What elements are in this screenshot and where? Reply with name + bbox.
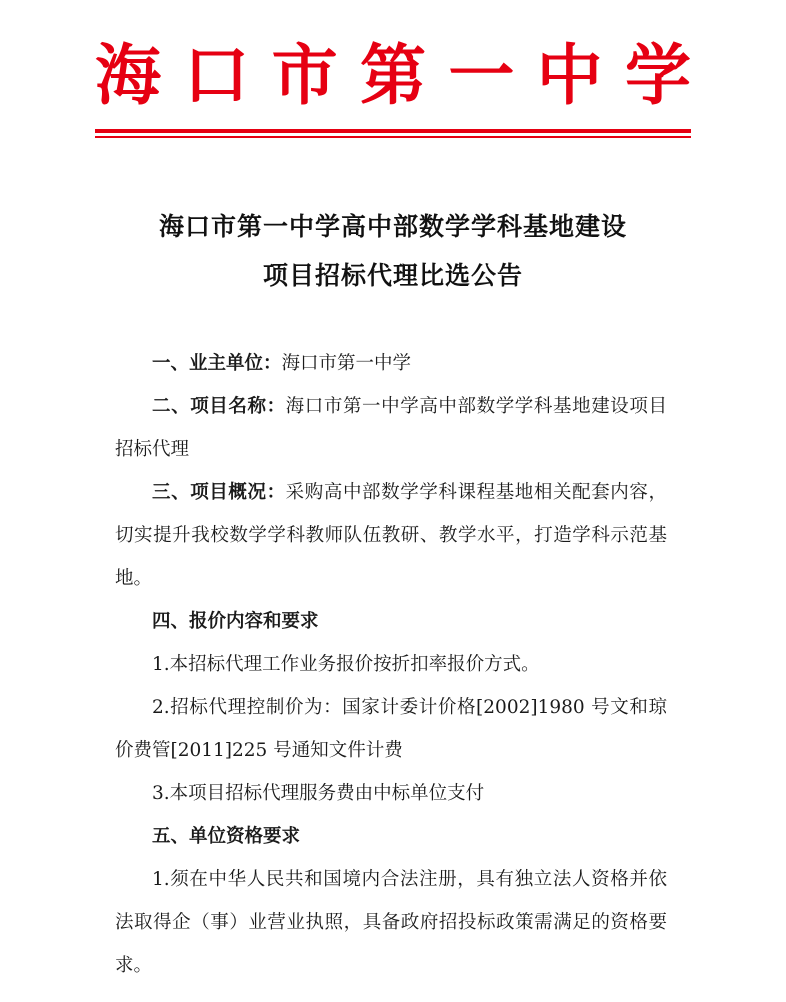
school-masthead	[95, 30, 691, 120]
document-body	[115, 342, 667, 987]
red-divider-thick	[95, 129, 691, 133]
list-item: 1.本招标代理工作业务报价按折扣率报价方式。	[152, 654, 540, 675]
section-heading-qualification: 五、单位资格要求	[152, 826, 301, 847]
section-value: 海口市第一中学高中部数学学科基地建设项目招标代理	[115, 396, 667, 460]
masthead-char: 海	[95, 36, 161, 114]
masthead-char: 市	[271, 36, 338, 114]
list-item: 1.须在中华人民共和国境内合法注册，具有独立法人资格并依法取得企（事）业营业执照，具备政府招投标政策需满足的资格要求。	[115, 869, 667, 976]
masthead-char: 中	[536, 36, 603, 114]
masthead-char: 学	[624, 36, 691, 114]
section-value: 海口市第一中学	[281, 353, 412, 374]
section-project-name	[115, 385, 667, 471]
section-label: 三、项目概况：	[152, 482, 286, 503]
document-title-line-1: 海口市第一中学高中部数学学科基地建设	[158, 212, 627, 241]
red-divider-thin	[95, 136, 691, 138]
section-label: 一、业主单位：	[152, 353, 282, 374]
masthead-char: 一	[448, 36, 515, 114]
masthead-char: 第	[359, 36, 426, 114]
section-label: 二、项目名称：	[152, 396, 286, 417]
section-owner	[115, 342, 667, 385]
section-overview	[115, 471, 667, 600]
section-value: 采购高中部数学学科课程基地相关配套内容，切实提升我校数学学科教师队伍教研、教学水平，打造学科示范基地。	[115, 482, 667, 589]
list-item: 2.招标代理控制价为：国家计委计价格[2002]1980 号文和琼价费管[2011]225 号通知文件计费	[115, 697, 667, 761]
list-item: 3.本项目招标代理服务费由中标单位支付	[152, 783, 485, 804]
document-title-line-2: 项目招标代理比选公告	[262, 261, 523, 290]
masthead-char: 口	[183, 36, 250, 114]
section-heading-quote: 四、报价内容和要求	[152, 611, 319, 632]
